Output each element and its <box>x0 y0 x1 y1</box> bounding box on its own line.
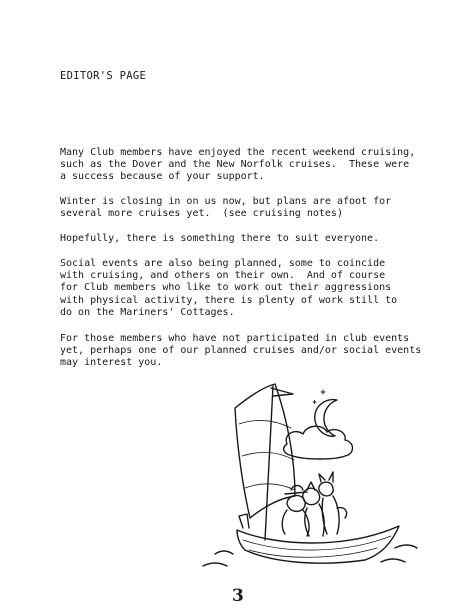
mast <box>265 386 273 540</box>
star <box>313 401 316 404</box>
wave <box>381 559 405 562</box>
wave <box>215 551 233 554</box>
figure-head <box>303 488 320 504</box>
paragraph-2: Winter is closing in on us now, but plans are afoot for several more cruises yet. (see cruising notes) <box>60 196 392 220</box>
page-number: 3 <box>232 586 244 606</box>
sailboat-illustration <box>195 378 450 573</box>
page-heading: EDITOR'S PAGE <box>60 70 147 82</box>
paragraph-4: Social events are also being planned, some to coincide with cruising, and others on their own. And of course for Club members who like to work out their aggressions with physical activity, there is plenty of work still to do on the Mariners' Cottages. <box>60 258 398 318</box>
sail <box>235 384 295 518</box>
paragraph-3: Hopefully, there is something there to suit everyone. <box>60 233 380 244</box>
boat-hull <box>237 526 399 563</box>
wave <box>395 545 417 548</box>
wave <box>203 563 227 566</box>
paragraph-1: Many Club members have enjoyed the recent weekend cruising, such as the Dover and the New Norfolk cruises. These were a success because of your support. <box>60 147 416 183</box>
paragraph-5: For those members who have not participated in club events yet, perhaps one of our planned cruises and/or social events may interest you. <box>60 333 422 369</box>
cloud <box>284 426 353 459</box>
star <box>321 390 325 394</box>
figure-head <box>319 482 333 496</box>
